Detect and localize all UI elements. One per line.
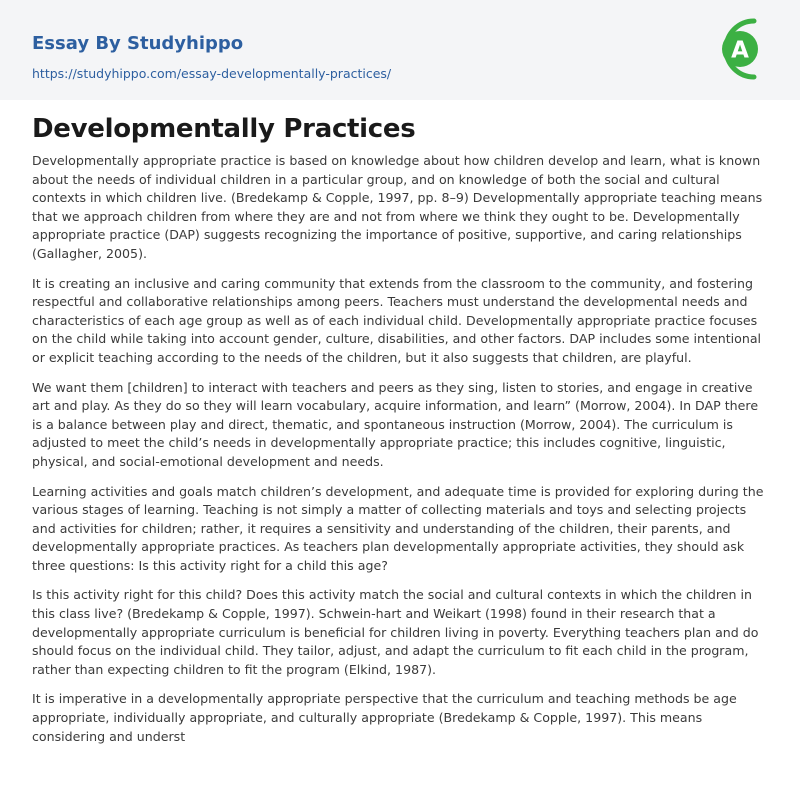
essay-paragraph: Learning activities and goals match children’s development, and adequate time is provided for exploring during the various stages of learning. Teaching is not simply a matter of collecting materials and toys and selecting projects and activities for children; rather, it requires a sensitivity and understanding of the children, their parents, and developmentally appropriate practices. As teachers plan developmentally appropriate activities, they should ask three questions: Is this activity right for a child this age? <box>32 483 764 573</box>
studyhippo-logo-icon <box>714 15 770 83</box>
essay-url-link[interactable]: https://studyhippo.com/essay-developmentally-practices/ <box>32 66 392 81</box>
essay-content <box>0 114 800 746</box>
essay-paragraph: Developmentally appropriate practice is based on knowledge about how children develop and learn, what is known about the needs of individual children in a particular group, and on knowledge of both the social and cultural contexts in which children live. (Bredekamp & Copple, 1997, pp. 8–9) Developmentally appropriate teaching means that we approach children from where they are and not from where we think they ought to be. Developmentally appropriate practice (DAP) suggests recognizing the importance of positive, supportive, and caring relationships (Gallagher, 2005). <box>32 153 763 261</box>
site-header <box>0 0 800 100</box>
essay-paragraph: It is creating an inclusive and caring community that extends from the classroom to the community, and fostering respectful and collaborative relationships among peers. Teachers must understand the developmental needs and characteristics of each age group as well as of each individual child. Developmentally appropriate practice focuses on the child while taking into account gender, culture, disabilities, and other factors. DAP includes some intentional or explicit teaching according to the needs of the children, but it also suggests that children, are playful. <box>32 275 762 365</box>
logo-letter: A <box>731 37 749 64</box>
essay-paragraph: It is imperative in a developmentally appropriate perspective that the curriculum and teaching methods be age appropriate, individually appropriate, and culturally appropriate (Bredekamp & Copple, 1997). This means considering and underst <box>32 691 737 744</box>
essay-title: Developmentally Practices <box>32 114 416 144</box>
essay-paragraph: We want them [children] to interact with teachers and peers as they sing, listen to stories, and engage in creative art and play. As they do so they will learn vocabulary, acquire information, and learn” (Morrow, 2004). In DAP there is a balance between play and direct, thematic, and spontaneous instruction (Morrow, 2004). The curriculum is adjusted to meet the child’s needs in developmentally appropriate practice; this includes cognitive, linguistic, physical, and social-emotional development and needs. <box>32 379 759 469</box>
brand-title: Essay By Studyhippo <box>32 33 244 54</box>
essay-paragraph: Is this activity right for this child? Does this activity match the social and cultural contexts in which the children in this class live? (Bredekamp & Copple, 1997). Schwein-hart and Weikart (1998) found in their research that a developmentally appropriate curriculum is beneficial for children living in poverty. Everything teachers plan and do should focus on the individual child. They tailor, adjust, and adapt the curriculum to fit each child in the program, rather than expecting children to fit the program (Elkind, 1987). <box>32 587 759 677</box>
